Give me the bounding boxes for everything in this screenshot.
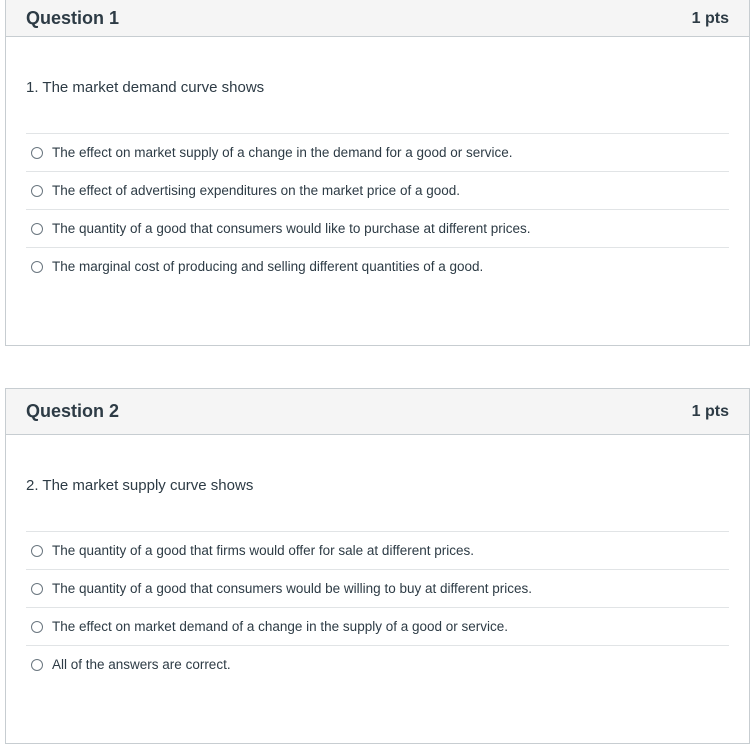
answer-option[interactable] (26, 247, 729, 285)
radio-button[interactable] (31, 583, 43, 595)
answer-label[interactable]: The effect on market supply of a change in the demand for a good or service. (52, 145, 513, 160)
answer-label[interactable]: The quantity of a good that consumers would be willing to buy at different prices. (52, 581, 533, 596)
question-header (6, 389, 749, 435)
question-body (6, 37, 749, 285)
answer-option[interactable] (26, 531, 729, 569)
answer-label[interactable]: All of the answers are correct. (52, 657, 231, 672)
answer-label[interactable]: The quantity of a good that firms would offer for sale at different prices. (52, 543, 474, 558)
answer-option[interactable] (26, 133, 729, 171)
answer-option[interactable] (26, 607, 729, 645)
question-title: Question 2 (26, 401, 120, 421)
answer-option[interactable] (26, 209, 729, 247)
question-card-2 (5, 388, 750, 744)
answer-option[interactable] (26, 569, 729, 607)
answer-label[interactable]: The effect of advertising expenditures on the market price of a good. (52, 183, 460, 198)
question-title: Question 1 (26, 8, 120, 28)
answer-option[interactable] (26, 171, 729, 209)
radio-button[interactable] (31, 659, 43, 671)
question-points: 1 pts (691, 9, 729, 27)
radio-button[interactable] (31, 147, 43, 159)
answer-option[interactable] (26, 645, 729, 683)
radio-button[interactable] (31, 185, 43, 197)
answer-list (26, 133, 729, 285)
question-text: 1. The market demand curve shows (26, 79, 265, 96)
radio-button[interactable] (31, 545, 43, 557)
answer-list (26, 531, 729, 683)
question-text: 2. The market supply curve shows (26, 477, 254, 494)
radio-button[interactable] (31, 261, 43, 273)
question-body (6, 435, 749, 683)
radio-button[interactable] (31, 223, 43, 235)
question-card-1 (5, 0, 750, 346)
answer-label[interactable]: The effect on market demand of a change in the supply of a good or service. (52, 619, 509, 634)
answer-label[interactable]: The marginal cost of producing and selling different quantities of a good. (52, 259, 484, 274)
question-header (6, 0, 749, 37)
question-points: 1 pts (691, 402, 729, 420)
radio-button[interactable] (31, 621, 43, 633)
answer-label[interactable]: The quantity of a good that consumers would like to purchase at different prices. (52, 221, 531, 236)
